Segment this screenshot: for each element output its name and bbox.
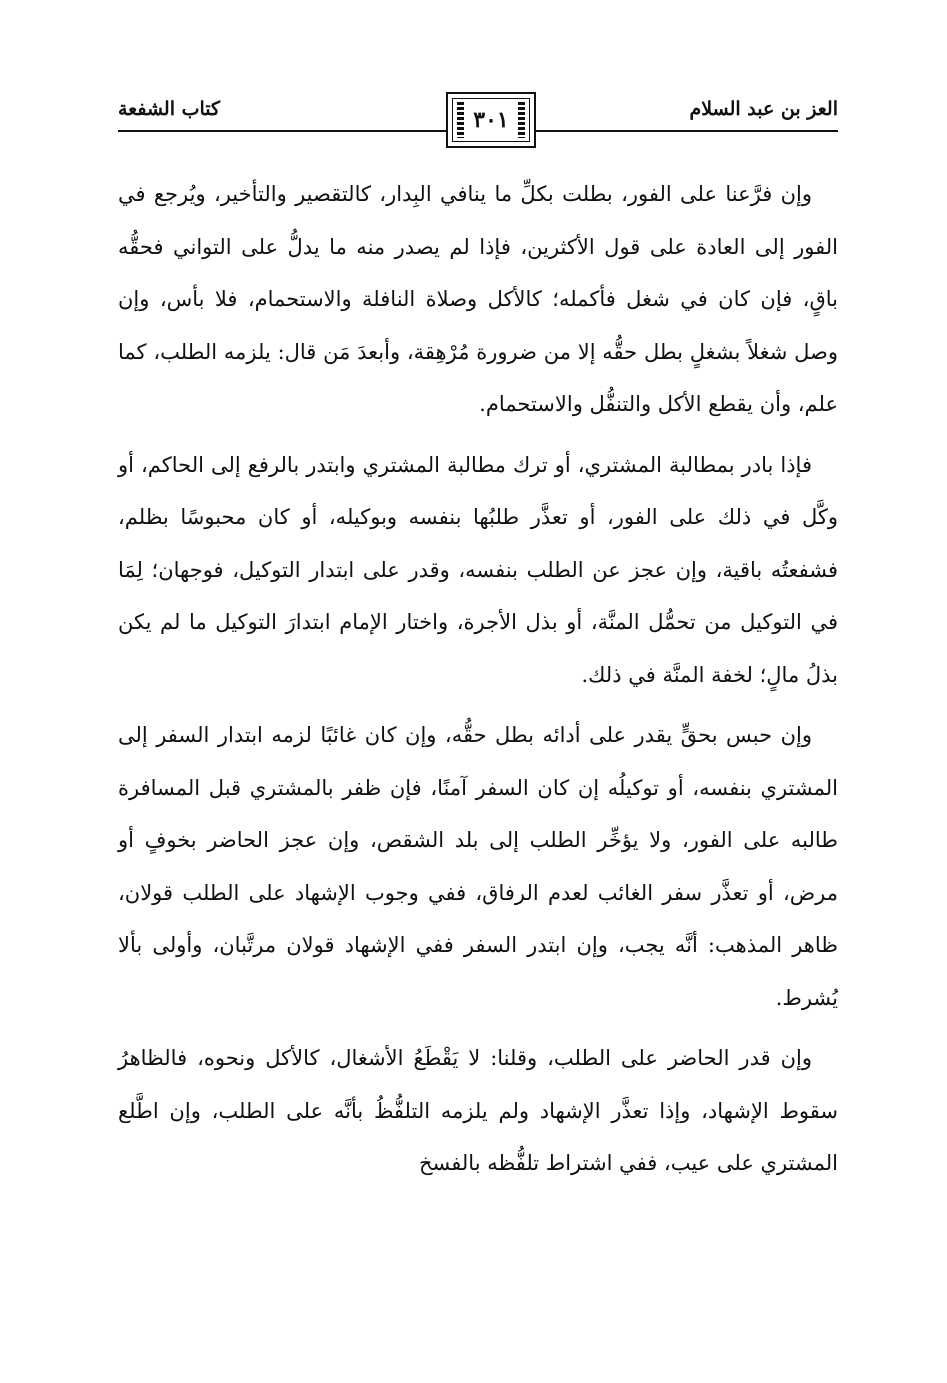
page-number: ٣٠١ (473, 107, 509, 133)
paragraph-2: فإذا بادر بمطالبة المشتري، أو ترك مطالبة المشتري وابتدر بالرفع إلى الحاكم، أو وكَّل في ذلك على الفور، أو تعذَّر طلبُها بنفسه وبوكيله، أو كان محبوسًا بظلم، فشفعتُه باقية، وإن عجز عن الطلب بنفسه، وقدر على ابتدار التوكيل، فوجهان؛ لِمَا في التوكيل من تحمُّل المنَّة، أو بذل الأجرة، واختار الإمام ابتدارَ التوكيل ما لم يكن بذلُ مالٍ؛ لخفة المنَّة في ذلك. (118, 452, 838, 687)
header-book-title: كتاب الشفعة (118, 98, 221, 120)
page-number-frame (446, 92, 536, 148)
paragraph-3: وإن حبس بحقٍّ يقدر على أدائه بطل حقُّه، وإن كان غائبًا لزمه ابتدار السفر إلى المشتري بنفسه، أو توكيلُه إن كان السفر آمنًا، فإن ظفر بالمشتري قبل المسافرة طالبه على الفور، ولا يؤخِّر الطلب إلى بلد الشقص، وإن عجز الحاضر بخوفٍ أو مرض، أو تعذَّر سفر الغائب لعدم الرفاق، ففي وجوب الإشهاد على الطلب قولان، ظاهر المذهب: أنَّه يجب، وإن ابتدر السفر ففي الإشهاد قولان مرتَّبان، وأولى بألا يُشرط. (118, 723, 838, 1010)
paragraph-4: وإن قدر الحاضر على الطلب، وقلنا: لا يَقْطَعُ الأشغال، كالأكل ونحوه، فالظاهرُ سقوط الإشهاد، وإذا تعذَّر الإشهاد ولم يلزمه التلفُّظُ بأنَّه على الطلب، وإن اطَّلع المشتري على عيب، ففي اشتراط تلفُّظه بالفسخ (118, 1046, 838, 1175)
paragraph-1: وإن فرَّعنا على الفور، بطلت بكلِّ ما ينافي البِدار، كالتقصير والتأخير، ويُرجع في الفور إلى العادة على قول الأكثرين، فإذا لم يصدر منه ما يدلُّ على التواني فحقُّه باقٍ، فإن كان في شغل فأكمله؛ كالأكل وصلاة النافلة والاستحمام، فلا بأس، وإن وصل شغلاً بشغلٍ بطل حقُّه إلا من ضرورة مُرْهِقة، وأبعدَ مَن قال: يلزمه الطلب، كما علم، وأن يقطع الأكل والتنفُّل والاستحمام. (118, 182, 838, 416)
page-header (118, 92, 838, 148)
header-author: العز بن عبد السلام (689, 98, 838, 120)
body-text (118, 168, 838, 1198)
